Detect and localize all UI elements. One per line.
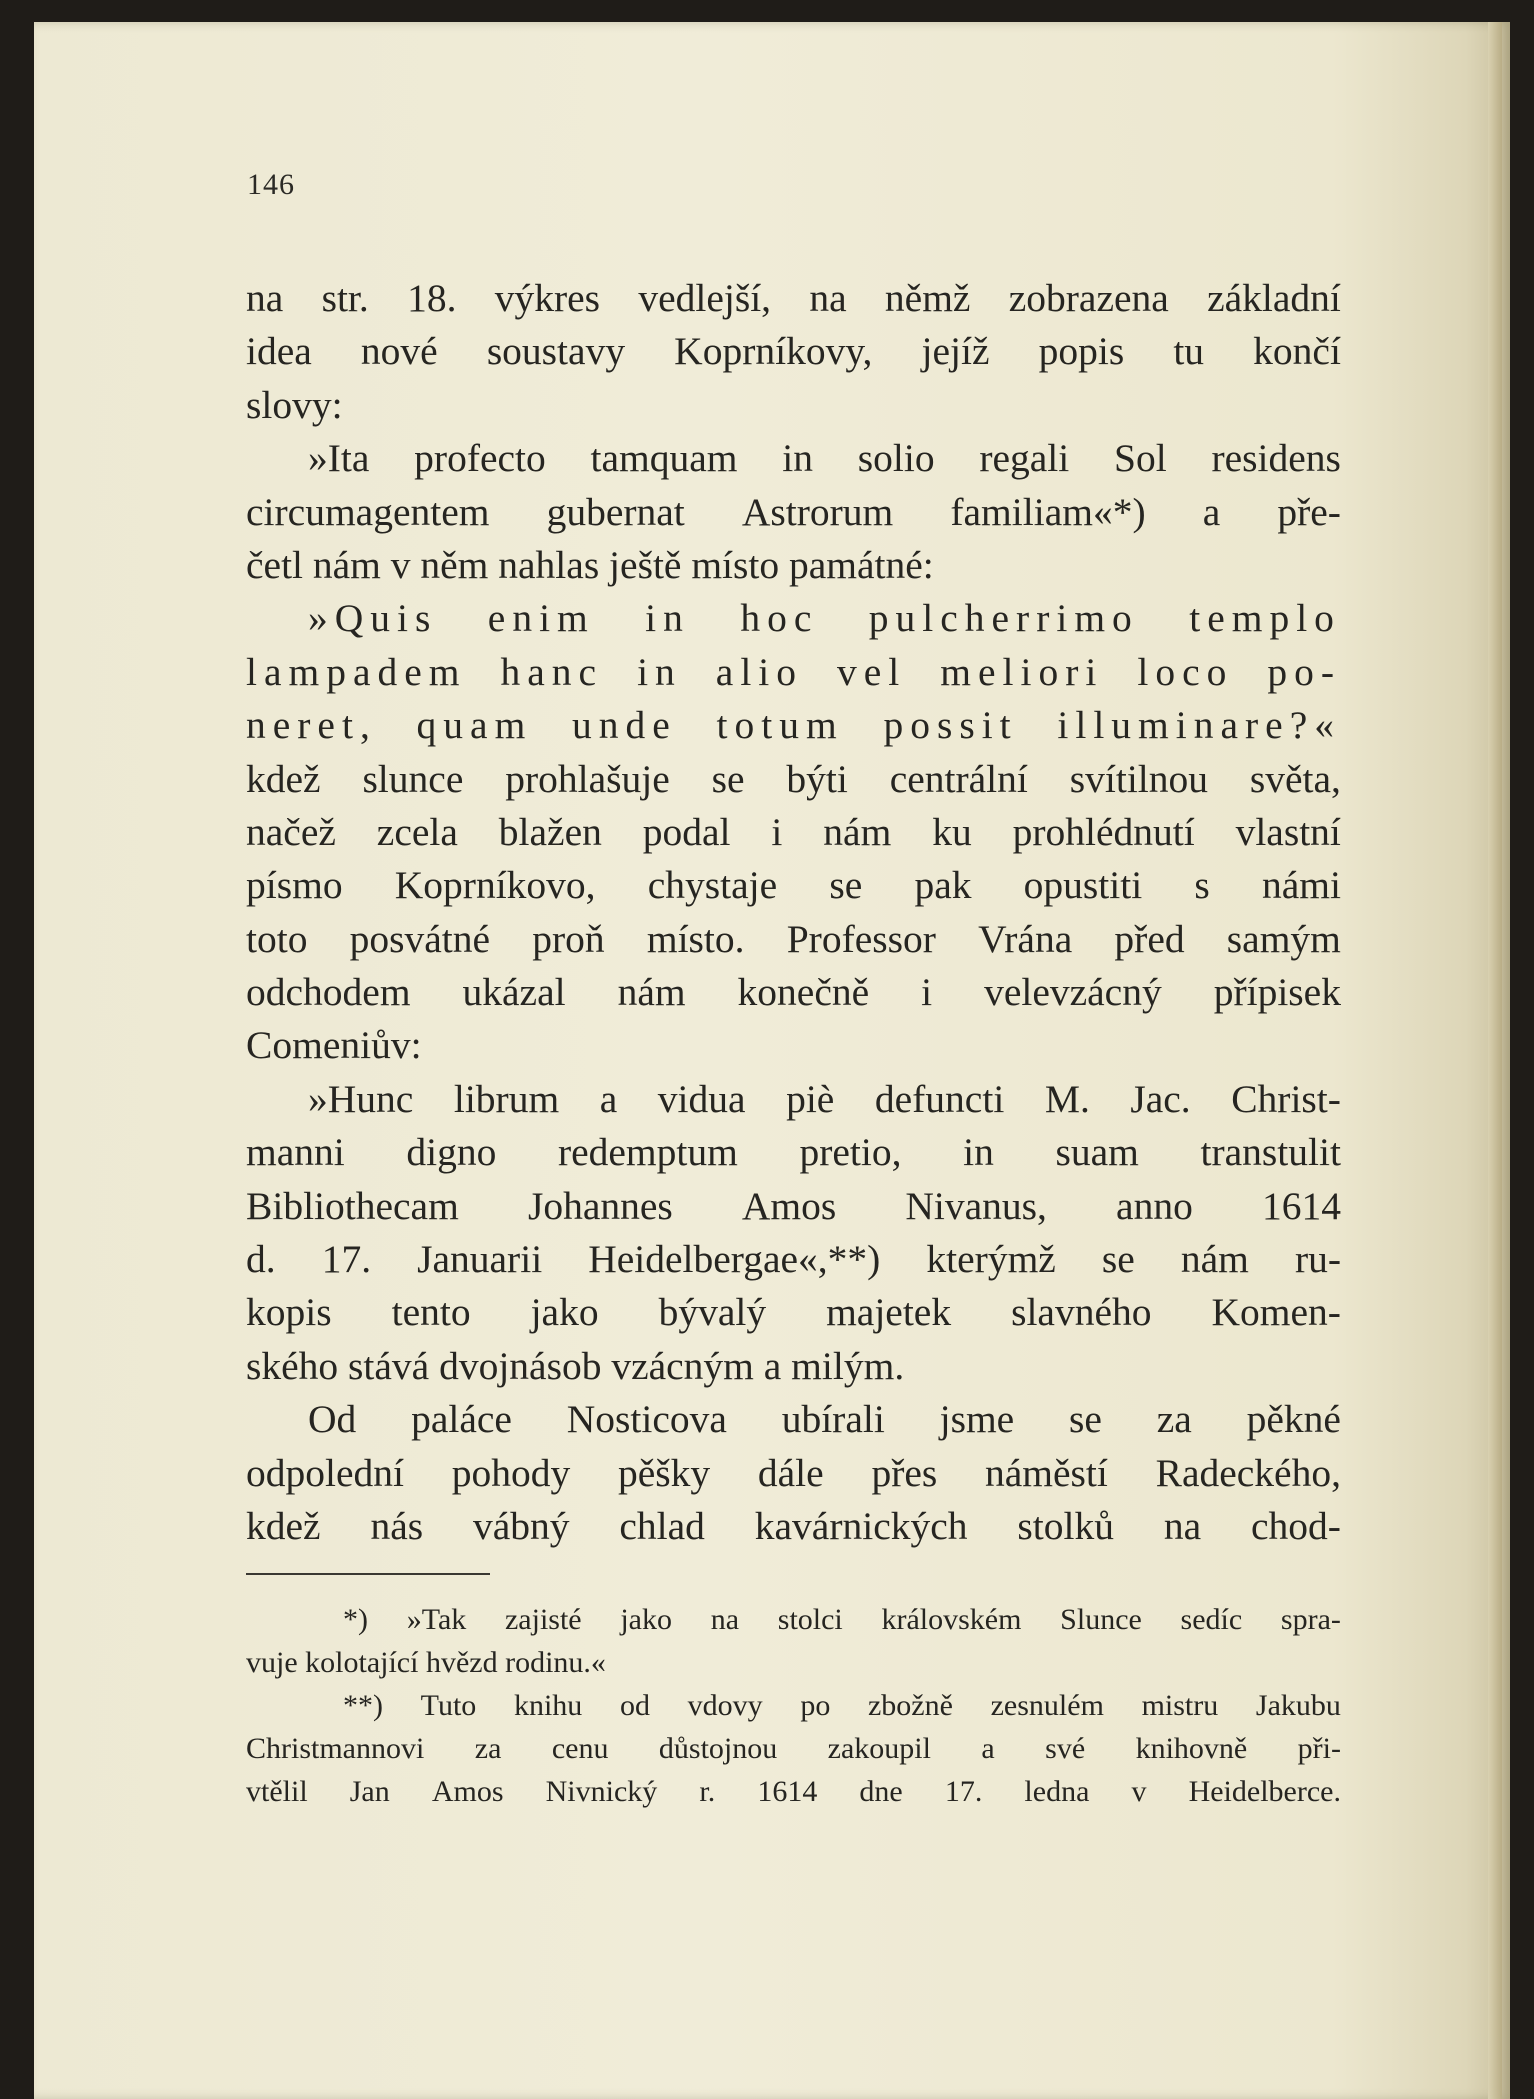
text-line: načež zcela blažen podal i nám ku prohlédnutí vlastní (246, 809, 1341, 854)
text-line: »Quis enim in hoc pulcherrimo templo (308, 596, 1341, 641)
text-line: »Ita profecto tamquam in solio regali Sol residens (308, 436, 1341, 481)
text-line: neret, quam unde totum possit illuminare?« (246, 703, 1341, 748)
footnotes (246, 1598, 1341, 1813)
page-number: 146 (247, 168, 295, 201)
text-line: Od paláce Nosticova ubírali jsme se za pěkné (308, 1397, 1341, 1442)
body-text (246, 272, 1341, 1553)
text-line: slovy: (246, 382, 343, 427)
text-line: ského stává dvojnásob vzácným a milým. (246, 1343, 905, 1388)
text-line: odpolední pohody pěšky dále přes náměstí Radeckého, (246, 1450, 1341, 1495)
footnote-line: *) »Tak zajisté jako na stolci královském Slunce sedíc spra- (343, 1603, 1341, 1636)
footnote-line: vtělil Jan Amos Nivnický r. 1614 dne 17. ledna v Heidelberce. (246, 1775, 1341, 1808)
text-line: kdež slunce prohlašuje se býti centrální svítilnou světa, (246, 756, 1341, 801)
text-line: lampadem hanc in alio vel meliori loco po- (246, 649, 1341, 694)
footnote-rule (246, 1573, 490, 1575)
footnote-line: Christmannovi za cenu důstojnou zakoupil a své knihovně při- (246, 1732, 1341, 1765)
text-line: circumagentem gubernat Astrorum familiam«*) a pře- (246, 489, 1341, 534)
text-line: četl nám v něm nahlas ještě místo památné: (246, 542, 934, 587)
page-edge (1488, 22, 1502, 2099)
text-line: na str. 18. výkres vedlejší, na němž zobrazena základní (246, 276, 1341, 320)
text-line: kdež nás vábný chlad kavárnických stolků na chod- (246, 1503, 1341, 1548)
text-line: Comeniův: (246, 1023, 422, 1068)
footnote-line: vuje kolotající hvězd rodinu.« (246, 1646, 606, 1679)
text-line: manni digno redemptum pretio, in suam transtulit (246, 1130, 1341, 1175)
text-line: »Hunc librum a vidua piè defuncti M. Jac. Christ- (308, 1076, 1341, 1121)
text-line: d. 17. Januarii Heidelbergae«,**) kterýmž se nám ru- (246, 1237, 1341, 1282)
footnote-line: **) Tuto knihu od vdovy po zbožně zesnulém mistru Jakubu (343, 1689, 1341, 1722)
text-line: toto posvátné proň místo. Professor Vrána před samým (246, 916, 1341, 961)
text-line: kopis tento jako bývalý majetek slavného Komen- (246, 1290, 1341, 1335)
text-line: Bibliothecam Johannes Amos Nivanus, anno 1614 (246, 1183, 1341, 1228)
text-line: idea nové soustavy Koprníkovy, jejíž popis tu končí (246, 329, 1341, 374)
text-line: písmo Koprníkovo, chystaje se pak opustiti s námi (246, 863, 1341, 908)
text-line: odchodem ukázal nám konečně i velevzácný přípisek (246, 970, 1341, 1015)
